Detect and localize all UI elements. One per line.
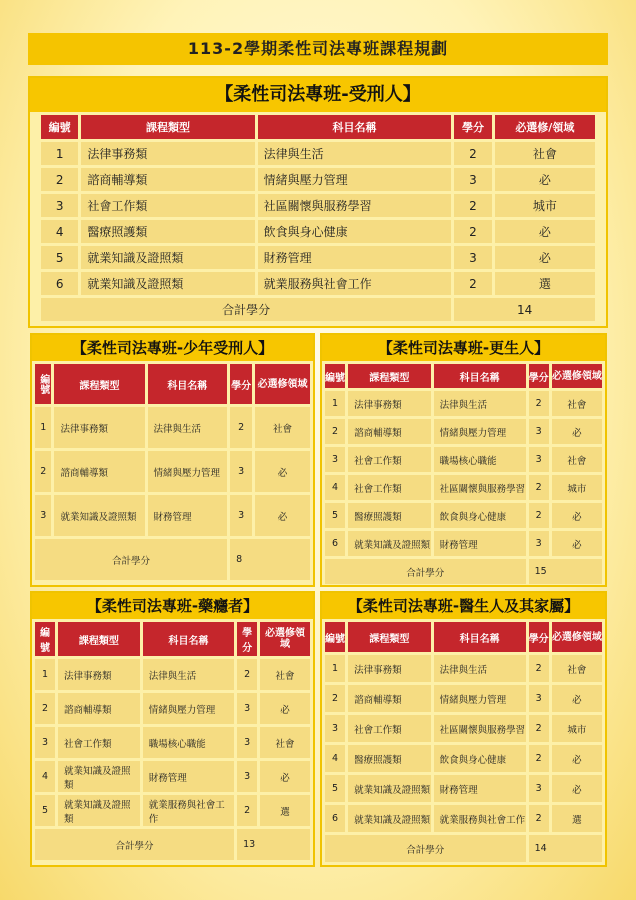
table-row	[325, 805, 602, 832]
table-row	[41, 142, 595, 165]
required-domain: 必	[552, 419, 602, 444]
header-course-type: 課程類型	[81, 115, 254, 139]
table-row	[325, 503, 602, 528]
credits: 2	[529, 745, 549, 772]
row-number: 2	[35, 451, 51, 492]
header-subject: 科目名稱	[143, 622, 234, 656]
table-row	[35, 407, 310, 448]
subject-name: 飲食與身心健康	[434, 503, 526, 528]
course-type: 諮商輔導類	[348, 685, 430, 712]
panel-ex-offenders-families	[320, 591, 607, 867]
course-type: 諮商輔導類	[81, 168, 254, 191]
required-domain: 必	[495, 168, 595, 191]
row-number: 4	[325, 475, 345, 500]
panel-inmates	[28, 76, 608, 328]
course-type: 諮商輔導類	[58, 693, 140, 724]
subject-name: 職場核心職能	[143, 727, 234, 758]
row-number: 1	[35, 407, 51, 448]
header-credits: 學分	[230, 364, 252, 404]
row-number: 6	[41, 272, 78, 295]
row-number: 3	[41, 194, 78, 217]
required-domain: 選	[495, 272, 595, 295]
credits: 3	[529, 775, 549, 802]
row-number: 3	[35, 495, 51, 536]
total-row	[325, 835, 602, 862]
subject-name: 財務管理	[143, 761, 234, 792]
course-type: 法律事務類	[348, 655, 430, 682]
panel-title: 【柔性司法專班-受刑人】	[30, 78, 606, 112]
table-header-row	[325, 364, 602, 388]
course-type: 法律事務類	[348, 391, 430, 416]
page-title: 113-2學期柔性司法專班課程規劃	[28, 33, 608, 65]
row-number: 2	[325, 685, 345, 712]
total-credits-value: 8	[230, 539, 310, 580]
header-required-domain: 必選修/領域	[495, 115, 595, 139]
table-row	[325, 475, 602, 500]
subject-name: 法律與生活	[258, 142, 452, 165]
header-required-domain: 必選修領域	[260, 622, 310, 656]
course-type: 就業知識及證照類	[348, 775, 430, 802]
required-domain: 必	[495, 220, 595, 243]
required-domain: 社會	[552, 391, 602, 416]
course-type: 社會工作類	[348, 715, 430, 742]
total-credits-value: 15	[529, 559, 602, 584]
subject-name: 財務管理	[434, 531, 526, 556]
row-number: 1	[41, 142, 78, 165]
credits: 3	[454, 168, 491, 191]
credits: 2	[230, 407, 252, 448]
credits: 2	[454, 142, 491, 165]
total-row	[35, 539, 310, 580]
header-subject: 科目名稱	[148, 364, 228, 404]
table-row	[35, 761, 310, 792]
subject-name: 職場核心職能	[434, 447, 526, 472]
total-credits-label: 合計學分	[325, 559, 526, 584]
course-type: 就業知識及證照類	[348, 805, 430, 832]
subject-name: 情緒與壓力管理	[434, 419, 526, 444]
credits: 2	[529, 475, 549, 500]
row-number: 5	[35, 795, 55, 826]
course-type: 醫療照護類	[81, 220, 254, 243]
row-number: 4	[41, 220, 78, 243]
panel-title: 【柔性司法專班-更生人】	[322, 335, 605, 361]
row-number: 5	[325, 503, 345, 528]
required-domain: 必	[552, 531, 602, 556]
credits: 3	[529, 419, 549, 444]
total-row	[41, 298, 595, 321]
header-number: 編號	[41, 115, 78, 139]
credits: 2	[454, 220, 491, 243]
table-row	[41, 272, 595, 295]
total-row	[325, 559, 602, 584]
course-type: 就業知識及證照類	[58, 761, 140, 792]
subject-name: 社區關懷與服務學習	[258, 194, 452, 217]
panel-title: 【柔性司法專班-藥癮者】	[32, 593, 313, 619]
credits: 2	[237, 659, 257, 690]
header-required-domain: 必選修領域	[255, 364, 310, 404]
course-type: 就業知識及證照類	[81, 246, 254, 269]
required-domain: 城市	[552, 475, 602, 500]
subject-name: 就業服務與社會工作	[434, 805, 526, 832]
course-table	[322, 361, 605, 587]
header-credits: 學分	[454, 115, 491, 139]
subject-name: 財務管理	[148, 495, 228, 536]
required-domain: 必	[552, 775, 602, 802]
header-required-domain: 必選修領域	[552, 364, 602, 388]
table-row	[325, 531, 602, 556]
required-domain: 必	[260, 693, 310, 724]
total-credits-value: 14	[529, 835, 602, 862]
panel-juvenile-inmates	[30, 333, 315, 587]
required-domain: 必	[552, 503, 602, 528]
credits: 2	[529, 655, 549, 682]
required-domain: 社會	[260, 659, 310, 690]
table-row	[35, 693, 310, 724]
credits: 3	[230, 495, 252, 536]
table-row	[325, 775, 602, 802]
required-domain: 城市	[495, 194, 595, 217]
subject-name: 飲食與身心健康	[434, 745, 526, 772]
row-number: 2	[35, 693, 55, 724]
credits: 3	[529, 447, 549, 472]
required-domain: 社會	[552, 655, 602, 682]
table-row	[41, 246, 595, 269]
required-domain: 必	[552, 685, 602, 712]
course-type: 社會工作類	[58, 727, 140, 758]
table-row	[325, 745, 602, 772]
subject-name: 情緒與壓力管理	[258, 168, 452, 191]
course-type: 法律事務類	[58, 659, 140, 690]
course-type: 社會工作類	[81, 194, 254, 217]
course-type: 就業知識及證照類	[348, 531, 430, 556]
course-type: 諮商輔導類	[54, 451, 144, 492]
header-course-type: 課程類型	[348, 622, 430, 652]
course-type: 就業知識及證照類	[81, 272, 254, 295]
required-domain: 選	[260, 795, 310, 826]
row-number: 2	[41, 168, 78, 191]
row-number: 1	[325, 391, 345, 416]
subject-name: 飲食與身心健康	[258, 220, 452, 243]
total-row	[35, 829, 310, 860]
panel-drug-addicts	[30, 591, 315, 867]
credits: 3	[529, 531, 549, 556]
subject-name: 法律與生活	[148, 407, 228, 448]
row-number: 6	[325, 531, 345, 556]
subject-name: 法律與生活	[434, 655, 526, 682]
credits: 3	[454, 246, 491, 269]
credits: 2	[237, 795, 257, 826]
required-domain: 必	[255, 495, 310, 536]
row-number: 3	[325, 715, 345, 742]
table-row	[35, 727, 310, 758]
credits: 2	[454, 194, 491, 217]
header-subject: 科目名稱	[434, 622, 526, 652]
table-row	[325, 419, 602, 444]
course-table	[30, 112, 606, 324]
table-header-row	[35, 364, 310, 404]
subject-name: 社區關懷與服務學習	[434, 715, 526, 742]
table-row	[35, 451, 310, 492]
credits: 3	[237, 727, 257, 758]
total-credits-label: 合計學分	[35, 539, 227, 580]
course-type: 法律事務類	[81, 142, 254, 165]
required-domain: 必	[255, 451, 310, 492]
required-domain: 社會	[260, 727, 310, 758]
row-number: 4	[35, 761, 55, 792]
subject-name: 情緒與壓力管理	[143, 693, 234, 724]
row-number: 1	[325, 655, 345, 682]
subject-name: 情緒與壓力管理	[434, 685, 526, 712]
subject-name: 法律與生活	[434, 391, 526, 416]
credits: 2	[454, 272, 491, 295]
table-row	[325, 391, 602, 416]
course-type: 就業知識及證照類	[54, 495, 144, 536]
subject-name: 情緒與壓力管理	[148, 451, 228, 492]
required-domain: 社會	[495, 142, 595, 165]
required-domain: 社會	[255, 407, 310, 448]
credits: 3	[237, 693, 257, 724]
credits: 3	[237, 761, 257, 792]
header-number: 編號	[325, 622, 345, 652]
course-type: 諮商輔導類	[348, 419, 430, 444]
course-type: 法律事務類	[54, 407, 144, 448]
course-table	[32, 361, 313, 583]
row-number: 4	[325, 745, 345, 772]
total-credits-label: 合計學分	[325, 835, 526, 862]
table-row	[35, 795, 310, 826]
required-domain: 選	[552, 805, 602, 832]
header-required-domain: 必選修領域	[552, 622, 602, 652]
table-row	[35, 495, 310, 536]
credits: 2	[529, 805, 549, 832]
total-credits-label: 合計學分	[41, 298, 451, 321]
table-header-row	[325, 622, 602, 652]
credits: 2	[529, 715, 549, 742]
row-number: 2	[325, 419, 345, 444]
course-type: 就業知識及證照類	[58, 795, 140, 826]
panel-title: 【柔性司法專班-醫生人及其家屬】	[322, 593, 605, 619]
course-type: 社會工作類	[348, 475, 430, 500]
panel-title: 【柔性司法專班-少年受刑人】	[32, 335, 313, 361]
subject-name: 財務管理	[258, 246, 452, 269]
table-row	[41, 194, 595, 217]
header-number: 編號	[35, 364, 51, 404]
course-table	[32, 619, 313, 863]
credits: 2	[529, 503, 549, 528]
table-row	[325, 715, 602, 742]
table-header-row	[41, 115, 595, 139]
subject-name: 財務管理	[434, 775, 526, 802]
header-subject: 科目名稱	[434, 364, 526, 388]
table-row	[325, 685, 602, 712]
row-number: 5	[325, 775, 345, 802]
table-row	[325, 655, 602, 682]
table-row	[41, 220, 595, 243]
course-type: 社會工作類	[348, 447, 430, 472]
row-number: 3	[325, 447, 345, 472]
table-row	[41, 168, 595, 191]
credits: 3	[529, 685, 549, 712]
required-domain: 必	[552, 745, 602, 772]
required-domain: 必	[260, 761, 310, 792]
row-number: 1	[35, 659, 55, 690]
header-course-type: 課程類型	[54, 364, 144, 404]
required-domain: 必	[495, 246, 595, 269]
required-domain: 社會	[552, 447, 602, 472]
subject-name: 社區關懷與服務學習	[434, 475, 526, 500]
table-header-row	[35, 622, 310, 656]
course-type: 醫療照護類	[348, 745, 430, 772]
row-number: 6	[325, 805, 345, 832]
header-course-type: 課程類型	[58, 622, 140, 656]
credits: 3	[230, 451, 252, 492]
subject-name: 就業服務與社會工作	[143, 795, 234, 826]
header-credits: 學分	[237, 622, 257, 656]
required-domain: 城市	[552, 715, 602, 742]
subject-name: 法律與生活	[143, 659, 234, 690]
total-credits-value: 14	[454, 298, 595, 321]
table-row	[35, 659, 310, 690]
course-type: 醫療照護類	[348, 503, 430, 528]
row-number: 5	[41, 246, 78, 269]
header-credits: 學分	[529, 622, 549, 652]
subject-name: 就業服務與社會工作	[258, 272, 452, 295]
course-table	[322, 619, 605, 865]
total-credits-value: 13	[237, 829, 310, 860]
row-number: 3	[35, 727, 55, 758]
table-row	[325, 447, 602, 472]
header-subject: 科目名稱	[258, 115, 452, 139]
credits: 2	[529, 391, 549, 416]
header-number: 編號	[325, 364, 345, 388]
header-course-type: 課程類型	[348, 364, 430, 388]
panel-ex-offenders	[320, 333, 607, 587]
header-number: 編號	[35, 622, 55, 656]
total-credits-label: 合計學分	[35, 829, 234, 860]
header-credits: 學分	[529, 364, 549, 388]
